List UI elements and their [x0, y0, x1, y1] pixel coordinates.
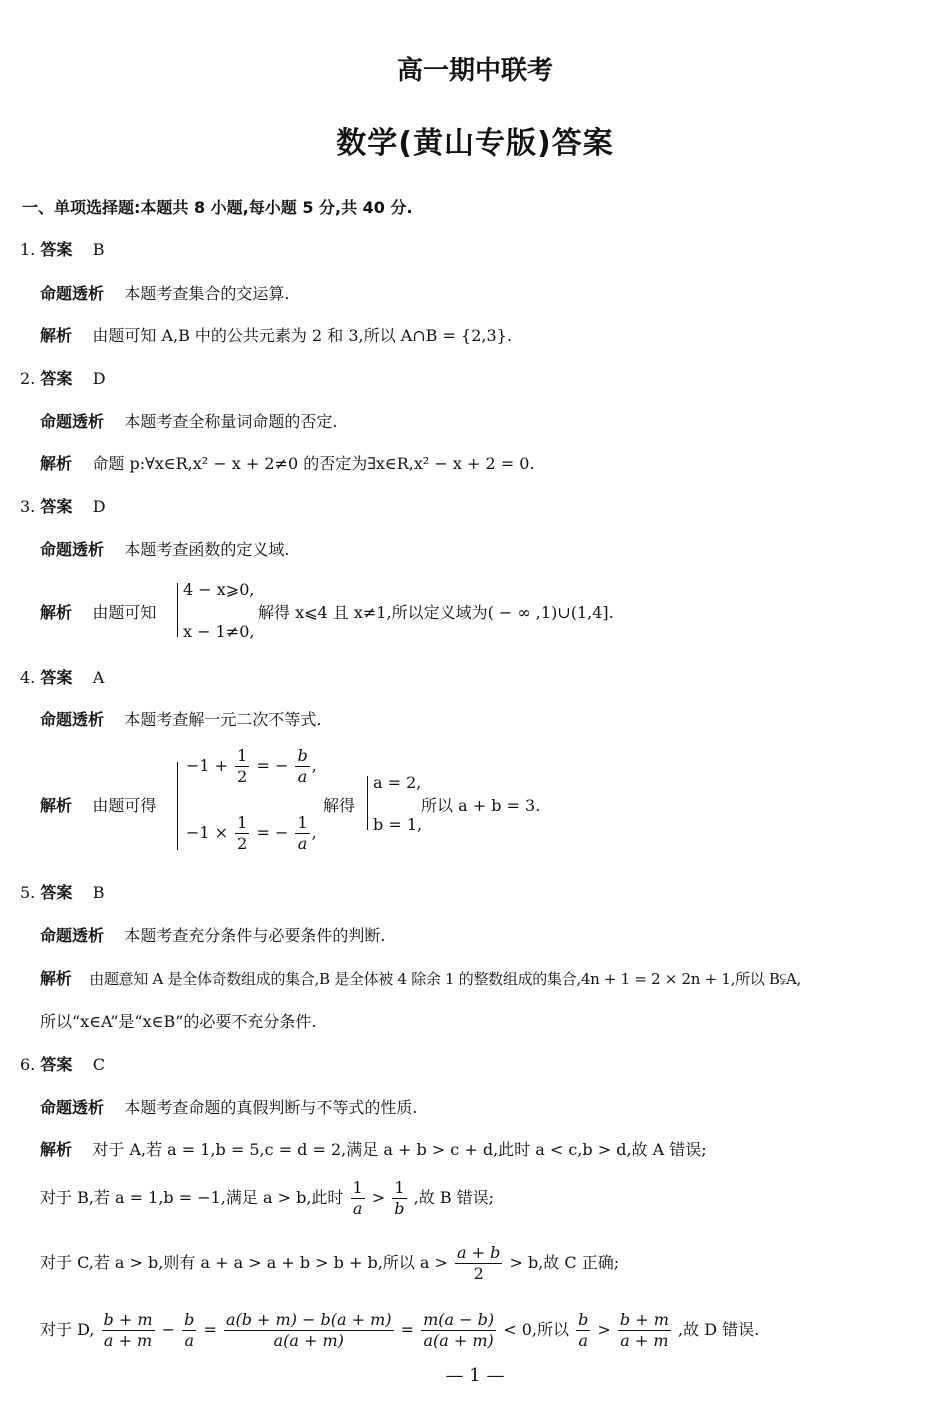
q4-solution-post: 所以 a + b = 3.: [421, 796, 541, 815]
q4-eq1-mid: = −: [256, 756, 289, 775]
q4-result2: b = 1,: [373, 815, 423, 834]
q3-number: 3.: [20, 497, 36, 516]
q6-number: 6.: [20, 1055, 36, 1074]
q5-number: 5.: [20, 883, 36, 902]
q4-intent: 本题考查解一元二次不等式.: [124, 710, 322, 729]
q5-answer: B: [92, 883, 105, 902]
q4-eq1: −1 + $\frac{1}{2}$ = − $\frac{b}{a}$ ,: [186, 746, 317, 786]
solution-label: 解析: [40, 969, 72, 988]
q3-answer: D: [92, 497, 106, 516]
q6-solution-c: [40, 1243, 619, 1284]
answer-label: 答案: [40, 240, 73, 259]
page-number: — 1 —: [445, 1365, 505, 1386]
q6-d-frac2: $\frac{b}{a}$: [184, 1310, 195, 1350]
q6-c-frac: $\frac{a + b}{2}$: [457, 1243, 501, 1283]
q3-answer-line: [20, 494, 106, 517]
intent-label: 命题透析: [40, 412, 105, 431]
q1-number: 1.: [20, 240, 36, 259]
solution-label: 解析: [40, 454, 73, 473]
q1-answer: B: [92, 240, 105, 259]
q4-number: 4.: [20, 668, 36, 687]
answer-label: 答案: [40, 497, 73, 516]
q3-intent: 本题考查函数的定义域.: [124, 540, 290, 559]
q6-d-frac6: $\frac{b + m}{a + m}$: [619, 1310, 669, 1350]
q2-answer: D: [92, 369, 106, 388]
q6-b-frac-right: $\frac{1}{b}$: [394, 1178, 405, 1218]
section-heading: 一、单项选择题:本题共 8 小题,每小题 5 分,共 40 分.: [22, 198, 413, 217]
intent-label: 命题透析: [40, 926, 105, 945]
q4-eq2-rfrac: $\frac{1}{a}$: [297, 813, 308, 853]
q3-solution-label-line: [40, 600, 156, 623]
q4-brace: [177, 762, 178, 850]
q6-d-frac3: $\frac{a(b + m) - b(a + m)}{a(a + m)}$: [225, 1310, 392, 1350]
q4-eq2-left: −1 ×: [186, 823, 229, 842]
solution-label: 解析: [40, 1140, 73, 1159]
q4-result-brace: [367, 776, 368, 830]
q5-answer-line: [20, 880, 104, 903]
answer-label: 答案: [40, 1055, 73, 1074]
answer-label: 答案: [40, 883, 73, 902]
solution-label: 解析: [40, 326, 73, 345]
q4-eq1-rfrac: $\frac{b}{a}$: [297, 746, 308, 786]
page-title: 高一期中联考: [396, 56, 553, 86]
q1-answer-line: [20, 237, 104, 260]
solution-label: 解析: [40, 796, 73, 815]
q3-system-eq2: x − 1≠0,: [183, 622, 255, 641]
q6-solution-d-post: ,故 D 错误.: [678, 1320, 760, 1339]
q4-eq1-left: −1 +: [186, 756, 229, 775]
q4-eq2-mid: = −: [256, 823, 289, 842]
answer-label: 答案: [40, 668, 73, 687]
q4-solution-pre: 由题可得: [92, 796, 157, 815]
q2-number: 2.: [20, 369, 36, 388]
q4-result1: a = 2,: [373, 773, 422, 792]
q4-solution-label-line: [40, 793, 156, 816]
page-subtitle: 数学(黄山专版)答案: [336, 126, 614, 161]
q1-solution: 由题可知 A,B 中的公共元素为 2 和 3,所以 A∩B = {2,3}.: [92, 326, 512, 345]
solution-label: 解析: [40, 603, 73, 622]
q4-answer-line: [20, 665, 104, 688]
q6-b-frac-left: $\frac{1}{a}$: [352, 1178, 363, 1218]
answer-label: 答案: [40, 369, 73, 388]
q2-solution-line: [40, 451, 535, 474]
q1-intent-line: [40, 281, 289, 304]
q6-solution-b-pre: 对于 B,若 a = 1,b = −1,满足 a > b,此时: [40, 1188, 344, 1207]
q6-solution-d: 对于 D, $\frac{b + m}{a + m}$ − $\frac{b}{a}$ = $\frac{a(b + m) - b(a + m)}{a(a + m)}$ = $\frac{m(a - b)}{a(a + m)}$ < 0,所以 $\frac{b}{a}$ > $\frac{b + m}{a + m}$ ,故 D 错误.: [40, 1310, 760, 1350]
intent-label: 命题透析: [40, 284, 105, 303]
q3-intent-line: [40, 537, 289, 560]
q6-answer-line: [20, 1052, 105, 1075]
q3-brace: [177, 583, 178, 637]
intent-label: 命题透析: [40, 710, 105, 729]
q2-intent: 本题考查全称量词命题的否定.: [124, 412, 338, 431]
intent-label: 命题透析: [40, 1098, 105, 1117]
q3-solution-pre: 由题可知: [92, 603, 157, 622]
q6-d-frac5: $\frac{b}{a}$: [578, 1310, 589, 1350]
q1-solution-line: [40, 323, 512, 346]
q6-d-frac4: $\frac{m(a - b)}{a(a + m)}$: [423, 1310, 495, 1350]
q5-intent: 本题考查充分条件与必要条件的判断.: [124, 926, 386, 945]
q6-solution-c-post: > b,故 C 正确;: [509, 1253, 620, 1272]
q4-eq2: −1 × $\frac{1}{2}$ = − $\frac{1}{a}$ ,: [186, 813, 317, 853]
q2-solution: 命题 p:∀x∈R,x² − x + 2≠0 的否定为∃x∈R,x² − x + 2 = 0.: [92, 454, 535, 473]
q1-intent: 本题考查集合的交运算.: [124, 284, 290, 303]
q6-intent: 本题考查命题的真假判断与不等式的性质.: [124, 1098, 418, 1117]
q6-solution-d-pre: 对于 D,: [40, 1320, 95, 1339]
q4-answer: A: [92, 668, 105, 687]
q6-solution-c-pre: 对于 C,若 a > b,则有 a + a > a + b > b + b,所以 a >: [40, 1253, 448, 1272]
q4-solve-label: 解得: [323, 796, 356, 815]
q3-solution-post: 解得 x⩽4 且 x≠1,所以定义域为( − ∞ ,1)∪(1,4].: [258, 603, 614, 622]
q5-intent-line: [40, 923, 385, 946]
q4-eq1-frac: $\frac{1}{2}$: [237, 746, 248, 786]
q6-solution-a-line: [40, 1137, 707, 1160]
q6-d-frac1: $\frac{b + m}{a + m}$: [103, 1310, 153, 1350]
q4-intent-line: [40, 707, 321, 730]
q5-solution-line2: 所以“x∈A”是“x∈B”的必要不充分条件.: [40, 1012, 317, 1031]
q6-solution-b: 对于 B,若 a = 1,b = −1,满足 a > b,此时 $\frac{1}{a}$ > $\frac{1}{b}$ ,故 B 错误;: [40, 1178, 495, 1218]
q6-intent-line: [40, 1095, 417, 1118]
q5-solution-line1: [40, 966, 801, 989]
q6-solution-d-mid: < 0,所以: [503, 1320, 569, 1339]
q3-system-eq1: 4 − x⩾0,: [183, 580, 255, 599]
q4-eq2-frac: $\frac{1}{2}$: [237, 813, 248, 853]
q2-answer-line: [20, 366, 106, 389]
q6-solution-b-post: ,故 B 错误;: [413, 1188, 495, 1207]
intent-label: 命题透析: [40, 540, 105, 559]
q6-solution-a: 对于 A,若 a = 1,b = 5,c = d = 2,满足 a + b > c + d,此时 a < c,b > d,故 A 错误;: [92, 1140, 707, 1159]
q6-answer: C: [92, 1055, 105, 1074]
q5-solution-1: 由题意知 A 是全体奇数组成的集合,B 是全体被 4 除余 1 的整数组成的集合,4n + 1 = 2 × 2n + 1,所以 B⫋A,: [89, 970, 801, 988]
q2-intent-line: [40, 409, 337, 432]
